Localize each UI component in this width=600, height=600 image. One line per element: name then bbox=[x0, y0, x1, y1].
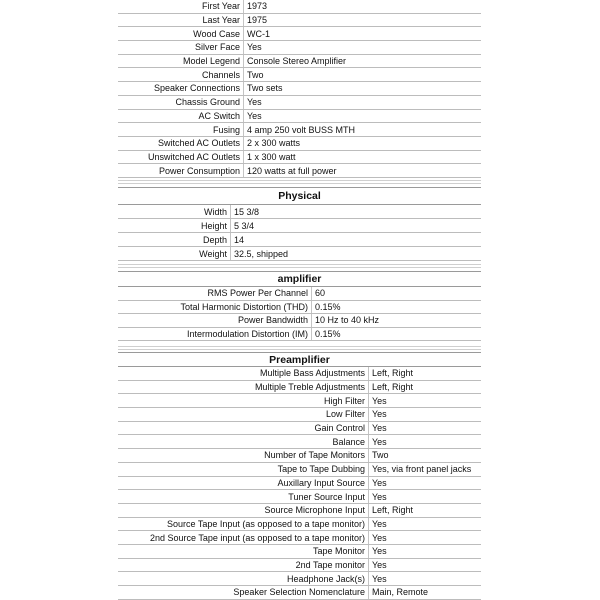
spec-label: High Filter bbox=[323, 395, 365, 406]
spec-value: Two bbox=[243, 68, 481, 81]
spec-value: Yes, via front panel jacks bbox=[368, 463, 481, 476]
spec-value: Yes bbox=[243, 110, 481, 123]
spec-value: 4 amp 250 volt BUSS MTH bbox=[243, 123, 481, 136]
spec-value: Yes bbox=[368, 545, 481, 558]
spec-value: Yes bbox=[243, 96, 481, 109]
spec-row bbox=[118, 463, 481, 477]
spec-value: 5 3/4 bbox=[230, 219, 481, 232]
spec-label: Multiple Bass Adjustments bbox=[259, 368, 365, 379]
spec-value: Yes bbox=[368, 408, 481, 421]
spec-row bbox=[118, 27, 481, 41]
spec-row bbox=[118, 0, 481, 14]
spec-row bbox=[118, 408, 481, 422]
spec-label: Speaker Connections bbox=[153, 83, 240, 94]
spec-label: Power Bandwidth bbox=[237, 315, 308, 326]
spec-row bbox=[118, 14, 481, 28]
physical-rows bbox=[118, 205, 481, 261]
spec-value: 1973 bbox=[243, 0, 481, 13]
spec-value: 0.15% bbox=[311, 301, 481, 314]
spec-label: Depth bbox=[202, 234, 227, 245]
spec-label: 2nd Tape monitor bbox=[295, 559, 365, 570]
spec-label: Source Tape Input (as opposed to a tape monitor) bbox=[167, 518, 365, 529]
spec-row bbox=[118, 205, 481, 219]
spec-label: Height bbox=[200, 220, 227, 231]
spec-label: Tuner Source Input bbox=[288, 491, 365, 502]
physical-specs-table bbox=[118, 187, 481, 261]
spec-label: Intermodulation Distortion (IM) bbox=[186, 328, 308, 339]
spec-row bbox=[118, 164, 481, 178]
spec-label: Number of Tape Monitors bbox=[264, 450, 365, 461]
spec-value: 10 Hz to 40 kHz bbox=[311, 314, 481, 327]
spec-label: Wood Case bbox=[193, 28, 240, 39]
section-divider bbox=[118, 178, 481, 186]
spec-value: Two bbox=[368, 449, 481, 462]
preamplifier-specs-table bbox=[118, 352, 481, 600]
spec-value: 1975 bbox=[243, 14, 481, 27]
spec-row bbox=[118, 586, 481, 600]
spec-value: 32.5, shipped bbox=[230, 247, 481, 260]
spec-label: Multiple Treble Adjustments bbox=[254, 382, 365, 393]
spec-row bbox=[118, 110, 481, 124]
spec-label: Channels bbox=[201, 69, 240, 80]
spec-label: Chassis Ground bbox=[175, 97, 240, 108]
physical-section-title: Physical bbox=[118, 187, 481, 205]
spec-row bbox=[118, 328, 481, 342]
spec-value: 60 bbox=[311, 287, 481, 300]
spec-value: Main, Remote bbox=[368, 586, 481, 599]
spec-value: 1 x 300 watt bbox=[243, 151, 481, 164]
spec-label: Total Harmonic Distortion (THD) bbox=[180, 301, 308, 312]
spec-label: Switched AC Outlets bbox=[157, 138, 240, 149]
preamplifier-section-title: Preamplifier bbox=[118, 352, 481, 367]
spec-value: WC-1 bbox=[243, 27, 481, 40]
spec-row bbox=[118, 219, 481, 233]
amplifier-specs-table bbox=[118, 271, 481, 341]
spec-label: RMS Power Per Channel bbox=[207, 288, 308, 299]
spec-label: Fusing bbox=[212, 124, 240, 135]
spec-value: Yes bbox=[368, 435, 481, 448]
spec-row bbox=[118, 68, 481, 82]
spec-value: Left, Right bbox=[368, 381, 481, 394]
spec-row bbox=[118, 559, 481, 573]
spec-value: 0.15% bbox=[311, 328, 481, 341]
spec-row bbox=[118, 477, 481, 491]
spec-label: Model Legend bbox=[182, 56, 240, 67]
spec-row bbox=[118, 151, 481, 165]
spec-label: 2nd Source Tape input (as opposed to a tape monitor) bbox=[150, 532, 365, 543]
spec-label: Last Year bbox=[202, 15, 240, 26]
spec-row bbox=[118, 422, 481, 436]
spec-label: Width bbox=[203, 206, 227, 217]
spec-label: Weight bbox=[199, 248, 227, 259]
spec-row bbox=[118, 367, 481, 381]
spec-value: Yes bbox=[368, 477, 481, 490]
spec-row bbox=[118, 381, 481, 395]
spec-value: Yes bbox=[243, 41, 481, 54]
section-divider bbox=[118, 262, 481, 270]
spec-value: Console Stereo Amplifier bbox=[243, 55, 481, 68]
spec-row bbox=[118, 82, 481, 96]
spec-value: Yes bbox=[368, 518, 481, 531]
spec-row bbox=[118, 572, 481, 586]
spec-label: Silver Face bbox=[194, 42, 240, 53]
spec-value: Yes bbox=[368, 490, 481, 503]
spec-label: Power Consumption bbox=[158, 165, 240, 176]
spec-row bbox=[118, 545, 481, 559]
spec-label: Auxillary Input Source bbox=[277, 477, 365, 488]
spec-label: Unswitched AC Outlets bbox=[147, 151, 240, 162]
spec-row bbox=[118, 490, 481, 504]
spec-label: Source Microphone Input bbox=[264, 505, 365, 516]
spec-row bbox=[118, 287, 481, 301]
general-specs-table bbox=[118, 0, 481, 178]
spec-value: Yes bbox=[368, 572, 481, 585]
spec-row bbox=[118, 233, 481, 247]
spec-row bbox=[118, 394, 481, 408]
spec-label: Gain Control bbox=[314, 423, 365, 434]
spec-label: AC Switch bbox=[198, 110, 240, 121]
spec-row bbox=[118, 301, 481, 315]
spec-label: Tape Monitor bbox=[312, 546, 365, 557]
spec-row bbox=[118, 531, 481, 545]
spec-label: Speaker Selection Nomenclature bbox=[233, 587, 365, 598]
spec-value: Yes bbox=[368, 422, 481, 435]
spec-value: 120 watts at full power bbox=[243, 164, 481, 177]
spec-value: 2 x 300 watts bbox=[243, 137, 481, 150]
spec-label: First Year bbox=[201, 1, 240, 12]
spec-row bbox=[118, 96, 481, 110]
spec-value: Yes bbox=[368, 531, 481, 544]
spec-label: Balance bbox=[332, 436, 365, 447]
spec-row bbox=[118, 504, 481, 518]
spec-value: 15 3/8 bbox=[230, 205, 481, 218]
amplifier-rows bbox=[118, 287, 481, 341]
spec-row bbox=[118, 449, 481, 463]
spec-row bbox=[118, 518, 481, 532]
spec-value: 14 bbox=[230, 233, 481, 246]
spec-row bbox=[118, 123, 481, 137]
spec-label: Low Filter bbox=[325, 409, 365, 420]
spec-row bbox=[118, 247, 481, 261]
spec-label: Headphone Jack(s) bbox=[286, 573, 365, 584]
spec-value: Left, Right bbox=[368, 504, 481, 517]
spec-value: Left, Right bbox=[368, 367, 481, 380]
spec-value: Yes bbox=[368, 559, 481, 572]
spec-row bbox=[118, 314, 481, 328]
preamplifier-rows bbox=[118, 367, 481, 600]
spec-row bbox=[118, 55, 481, 69]
spec-row bbox=[118, 137, 481, 151]
amplifier-section-title: amplifier bbox=[118, 271, 481, 287]
spec-value: Two sets bbox=[243, 82, 481, 95]
spec-row bbox=[118, 41, 481, 55]
spec-value: Yes bbox=[368, 394, 481, 407]
spec-label: Tape to Tape Dubbing bbox=[277, 464, 365, 475]
spec-row bbox=[118, 435, 481, 449]
section-divider bbox=[118, 344, 481, 352]
